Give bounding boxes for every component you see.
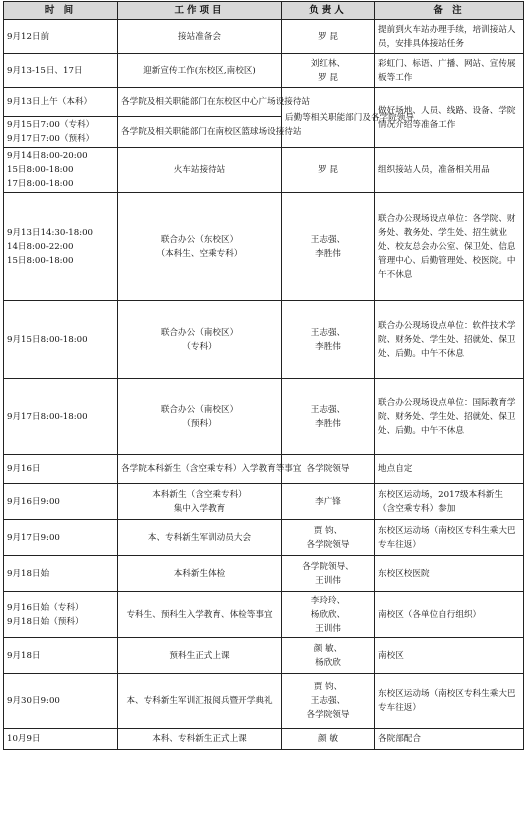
header-owner: 负责人 (282, 2, 375, 20)
cell-line: 9月17日9:00 (7, 532, 60, 543)
time-cell (4, 148, 118, 193)
cell-line: 本、专科新生军训汇报阅兵暨开学典礼 (126, 696, 273, 706)
table-row (4, 301, 524, 379)
cell-line: 贾 钧、 (313, 682, 343, 692)
cell-line: 各学院领导 (306, 464, 350, 474)
cell-line: 9月13日上午（本科） (7, 97, 93, 107)
item-cell (118, 301, 282, 379)
cell-line: 罗 昆 (318, 31, 338, 42)
item-cell (118, 54, 282, 88)
cell-line: 9月13日14:30-18:00 (7, 227, 94, 238)
item-cell (118, 592, 282, 638)
owner-cell (282, 729, 375, 750)
cell-line: 9月16日9:00 (7, 496, 60, 507)
table-row (4, 54, 524, 88)
table-row (4, 193, 524, 301)
cell-line: 预科生正式上课 (169, 650, 230, 661)
owner-cell (282, 556, 375, 592)
schedule-body (4, 20, 524, 750)
table-row (4, 556, 524, 592)
time-cell (4, 117, 118, 148)
note-cell (375, 20, 524, 54)
cell-line: 联合办公现场设点单位：软件技术学院、财务处、学生处、招就处、保卫处、后勤。中午不休息 (378, 320, 516, 359)
cell-line: 颜 敏、 (313, 643, 343, 654)
cell-line: 本、专科新生军训动员大会 (147, 532, 252, 543)
time-cell (4, 638, 118, 674)
item-cell (118, 638, 282, 674)
cell-line: 贾 钧、 (313, 525, 343, 536)
cell-line: 王志强、 (310, 327, 346, 338)
cell-line: （专科） (182, 341, 217, 352)
cell-line: 9月18日始（预科） (7, 616, 84, 627)
cell-line: 东校区运动场（南校区专科生乘大巴专车往返） (378, 525, 516, 550)
owner-cell (282, 301, 375, 379)
table-row (4, 148, 524, 193)
cell-line: 15日8:00-18:00 (7, 165, 74, 175)
time-cell (4, 592, 118, 638)
time-cell (4, 20, 118, 54)
cell-line: 颜 敏 (318, 734, 338, 744)
item-cell (118, 455, 302, 484)
cell-line: 提前到火车站办理手续，培训接站人员，安排具体接站任务 (378, 24, 516, 49)
owner-cell (282, 379, 375, 455)
cell-line: 组织接站人员，准备相关用品 (378, 165, 490, 175)
item-cell (118, 379, 282, 455)
owner-cell (282, 20, 375, 54)
cell-line: 火车站接待站 (173, 165, 226, 175)
cell-line: 联合办公现场设点单位：各学院、财务处、教务处、学生处、招生就业处、校友总会办公室、保卫处、信息管理中心、后勤管理处、校医院。中午不休息 (378, 213, 516, 280)
time-cell (4, 729, 118, 750)
cell-line: 9月30日9:00 (7, 696, 60, 706)
cell-line: 李胜伟 (315, 341, 341, 352)
cell-line: 各学院领导 (306, 710, 350, 720)
table-row (4, 20, 524, 54)
note-cell (375, 455, 524, 484)
item-cell (118, 729, 282, 750)
cell-line: 李广锋 (315, 496, 341, 507)
cell-line: 杨欣欣、 (310, 609, 346, 620)
time-cell (4, 379, 118, 455)
note-cell (375, 520, 524, 556)
cell-line: 王志强、 (310, 234, 346, 245)
cell-line: 各学院本科新生（含空乘专科）入学教育等事宜 (121, 464, 302, 474)
cell-line: 彩虹门、标语、广播、网站、宣传展板等工作 (378, 58, 516, 83)
note-cell (375, 556, 524, 592)
note-cell (375, 379, 524, 455)
cell-line: 王志强、 (310, 404, 346, 415)
owner-cell (282, 638, 375, 674)
time-cell (4, 88, 118, 117)
owner-cell (282, 193, 375, 301)
note-cell (375, 301, 524, 379)
cell-line: 本科新生（含空乘专科） (152, 489, 247, 500)
table-row (4, 379, 524, 455)
cell-line: 迎新宣传工作(东校区,南校区) (143, 65, 256, 76)
cell-line: 做好场地、人员、线路、设备、学院情况介绍等准备工作 (378, 105, 516, 130)
cell-line: 王训伟 (315, 623, 341, 634)
cell-line: 专科生、预科生入学教育、体检等事宜 (126, 609, 273, 620)
cell-line: 刘红林、 (310, 58, 346, 69)
time-cell (4, 674, 118, 729)
schedule-table (3, 1, 524, 750)
item-cell (118, 117, 302, 148)
note-cell (375, 592, 524, 638)
item-cell (118, 484, 282, 520)
cell-line: 集中入学教育 (173, 503, 226, 514)
owner-cell (282, 520, 375, 556)
cell-line: 9月17日7:00（预科） (7, 134, 95, 144)
cell-line: 9月16日始（专科） (7, 602, 84, 613)
cell-line: 联合办公（南校区） (160, 404, 239, 415)
cell-line: 17日8:00-18:00 (7, 179, 74, 189)
schedule-document (3, 1, 523, 750)
time-cell (4, 54, 118, 88)
cell-line: 李胜伟 (315, 418, 341, 429)
cell-line: 9月14日8:00-20:00 (7, 151, 88, 161)
cell-line: （预科） (182, 418, 217, 429)
cell-line: 本科、专科新生正式上课 (152, 734, 247, 744)
item-cell (118, 520, 282, 556)
item-cell (118, 674, 282, 729)
cell-line: 接站准备会 (178, 31, 221, 42)
cell-line: 9月18日 (7, 650, 41, 661)
cell-line: 9月15日7:00（专科） (7, 120, 95, 130)
item-cell (118, 556, 282, 592)
item-cell (118, 20, 282, 54)
cell-line: 李玲玲、 (310, 595, 346, 606)
cell-line: 罗 昆 (318, 165, 338, 175)
cell-line: 李胜伟 (315, 248, 341, 259)
cell-line: 各学院领导 (306, 539, 350, 550)
header-time: 时 间 (4, 2, 118, 20)
table-row (4, 592, 524, 638)
cell-line: 15日8:00-18:00 (7, 255, 74, 266)
note-cell (375, 729, 524, 750)
owner-cell (282, 54, 375, 88)
cell-line: 9月16日 (7, 464, 41, 474)
table-row (4, 484, 524, 520)
note-cell (375, 193, 524, 301)
time-cell (4, 301, 118, 379)
owner-cell (282, 148, 375, 193)
header-note: 备 注 (375, 2, 524, 20)
note-cell (375, 54, 524, 88)
time-cell (4, 556, 118, 592)
note-cell (375, 148, 524, 193)
table-row (4, 729, 524, 750)
cell-line: 各学院领导、 (302, 561, 354, 572)
cell-line: 王志强、 (310, 696, 346, 706)
cell-line: 9月15日8:00-18:00 (7, 334, 88, 345)
cell-line: 罗 昆 (318, 72, 338, 83)
table-row (4, 455, 524, 484)
time-cell (4, 193, 118, 301)
cell-line: 9月12日前 (7, 31, 50, 42)
time-cell (4, 484, 118, 520)
cell-line: 各学院及相关职能部门在东校区中心广场设接待站 (121, 97, 311, 107)
item-cell (118, 148, 282, 193)
cell-line: 联合办公（东校区） (160, 234, 239, 245)
cell-line: 王训伟 (315, 575, 341, 586)
note-cell (375, 638, 524, 674)
cell-line: 联合办公现场设点单位：国际教育学院、财务处、学生处、招就处、保卫处、后勤。中午不休息 (378, 397, 516, 436)
cell-line: 14日8:00-22:00 (7, 241, 74, 252)
owner-cell (282, 674, 375, 729)
cell-line: 东校区校医院 (378, 568, 430, 579)
header-item: 工作项目 (118, 2, 282, 20)
time-cell (4, 455, 118, 484)
cell-line: 杨欣欣 (315, 657, 341, 668)
table-row (4, 520, 524, 556)
cell-line: 9月18日始 (7, 568, 50, 579)
cell-line: 9月17日8:00-18:00 (7, 411, 88, 422)
note-cell (375, 484, 524, 520)
owner-cell (282, 592, 375, 638)
cell-line: 后勤等相关职能部门及各学院领导 (285, 112, 414, 123)
table-row (4, 674, 524, 729)
item-cell (118, 88, 311, 117)
cell-line: 10月9日 (7, 734, 41, 744)
cell-line: 联合办公（南校区） (160, 327, 239, 338)
header-row (4, 2, 524, 20)
table-row (4, 638, 524, 674)
cell-line: 东校区运动场（南校区专科生乘大巴专车往返） (378, 689, 516, 713)
cell-line: 东校区运动场，2017级本科新生（含空乘专科）参加 (378, 489, 503, 514)
note-cell (375, 88, 524, 148)
note-cell (375, 674, 524, 729)
cell-line: 各院部配合 (378, 734, 421, 744)
time-cell (4, 520, 118, 556)
cell-line: 本科新生体检 (173, 568, 226, 579)
cell-line: 9月13-15日、17日 (7, 65, 83, 76)
table-row (4, 88, 524, 117)
cell-line: 南校区 (378, 650, 404, 661)
item-cell (118, 193, 282, 301)
cell-line: 南校区（各单位自行组织） (378, 609, 482, 620)
cell-line: 各学院及相关职能部门在南校区篮球场设接待站 (121, 127, 302, 137)
owner-cell (282, 484, 375, 520)
cell-line: （本科生、空乘专科） (156, 248, 243, 259)
cell-line: 地点自定 (378, 464, 413, 474)
